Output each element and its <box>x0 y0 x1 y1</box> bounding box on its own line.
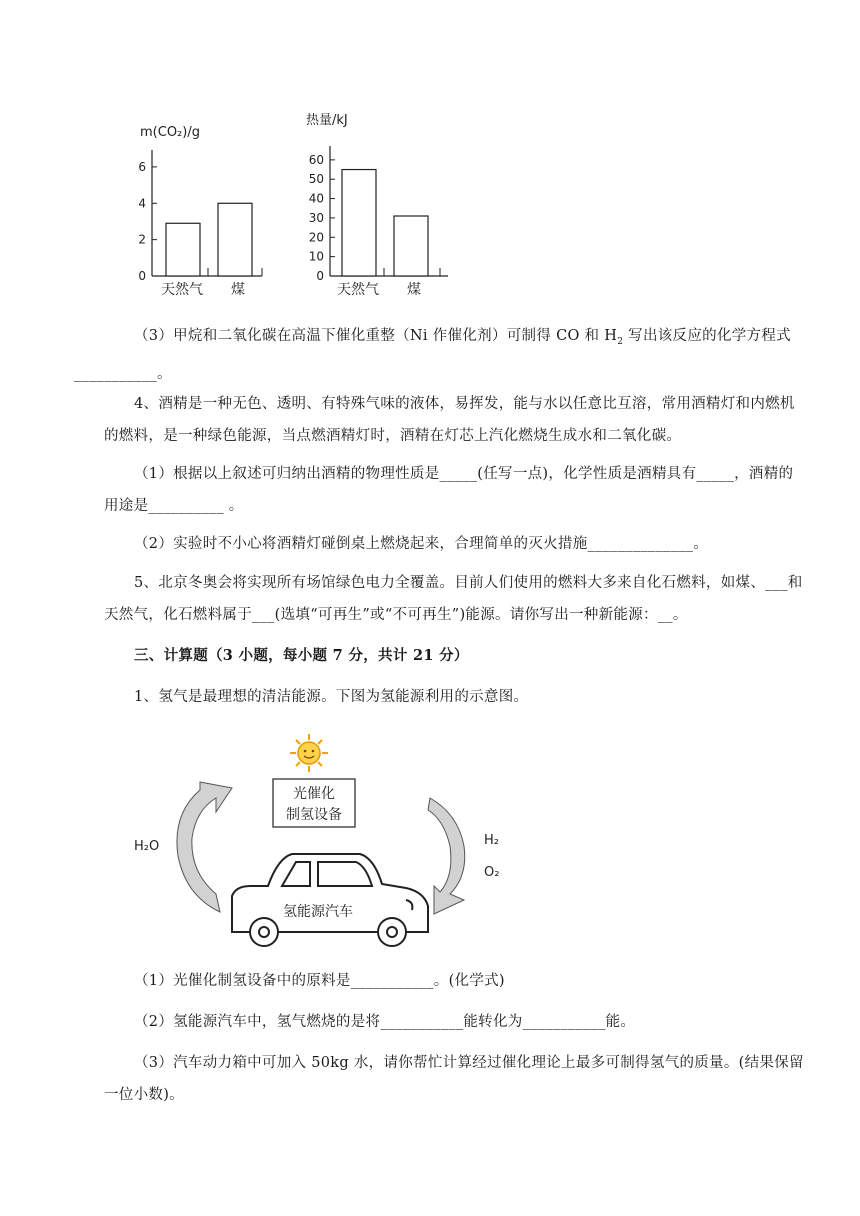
hydrogen-energy-diagram <box>120 726 560 956</box>
left-curved-arrow-icon <box>177 782 232 912</box>
heat-chart-bar-2 <box>394 216 428 276</box>
question-5-stem: 5、北京冬奥会将实现所有场馆绿色电力全覆盖。目前人们使用的燃料大多来自化石燃料，如煤、___和天然气，化石燃料属于___(选填“可再生”或“不可再生”)能源。请你写出一种新能源：__。 <box>104 575 803 623</box>
heat-chart <box>300 108 460 308</box>
heat-chart-category-label: 煤 <box>407 282 421 298</box>
calc-1-stem: 1、氢气是最理想的清洁能源。下图为氢能源利用的示意图。 <box>134 689 529 705</box>
question-4-stem: 4、酒精是一种无色、透明、有特殊气味的液体，易挥发，能与水以任意比互溶，常用酒精灯和内燃机的燃料，是一种绿色能源，当点燃酒精灯时，酒精在灯芯上汽化燃烧生成水和二氧化碳。 <box>104 396 795 444</box>
co2-chart-category-label: 煤 <box>231 282 245 298</box>
co2-chart-y-tick-label: 0 <box>138 269 146 283</box>
heat-chart-y-tick-label: 0 <box>316 269 324 283</box>
car-label: 氢能源汽车 <box>283 904 353 920</box>
heat-chart-y-tick-label: 40 <box>308 191 324 206</box>
co2-mass-chart <box>126 116 286 306</box>
device-label-line1: 光催化 <box>293 786 335 802</box>
device-label-line2: 制氢设备 <box>286 807 342 823</box>
heat-chart-category-label: 天然气 <box>337 282 379 298</box>
heat-chart-svg <box>300 108 460 308</box>
calc-1-part-1: （1）光催化制氢设备中的原料是___________。(化学式) <box>134 973 505 989</box>
question-4-part-2: （2）实验时不小心将酒精灯碰倒桌上燃烧起来，合理简单的灭火措施______________。 <box>134 536 709 552</box>
heat-chart-y-tick-label: 60 <box>308 152 324 167</box>
heat-chart-bar-1 <box>342 170 376 276</box>
co2-chart-bar-2 <box>218 203 252 276</box>
heat-chart-y-tick-label: 10 <box>308 249 324 264</box>
car-icon <box>232 854 428 946</box>
right-curved-arrow-icon <box>428 798 465 914</box>
question-4-part-1: （1）根据以上叙述可归纳出酒精的物理性质是_____(任写一点)，化学性质是酒精具有_____，酒精的用途是__________ 。 <box>104 466 794 514</box>
co2-chart-y-tick-label: 4 <box>138 196 146 211</box>
co2-mass-chart-svg <box>126 116 286 306</box>
calc-1-part-3: （3）汽车动力箱中可加入 50kg 水，请你帮忙计算经过催化理论上最多可制得氢气的质量。(结果保留一位小数)。 <box>104 1055 804 1103</box>
co2-chart-category-label: 天然气 <box>161 282 203 298</box>
question-3-part-3: （3）甲烷和二氧化碳在高温下催化重整（Ni 作催化剂）可制得 CO 和 $H_2$ 写出该反应的化学方程式 ___________。 <box>74 328 791 382</box>
co2-chart-bar-1 <box>166 223 200 276</box>
heat-chart-y-tick-label: 20 <box>308 230 324 245</box>
section-3-title: 三、计算题（3 小题，每小题 7 分，共计 21 分） <box>134 647 469 664</box>
heat-chart-y-axis-label: 热量/kJ <box>306 113 348 128</box>
heat-chart-y-tick-label: 50 <box>308 172 324 187</box>
calc-1-part-2: （2）氢能源汽车中，氢气燃烧的是将___________能转化为___________能。 <box>134 1014 636 1030</box>
water-label: H₂O <box>134 839 160 854</box>
co2-chart-y-tick-label: 2 <box>138 232 146 247</box>
heat-chart-y-tick-label: 30 <box>308 210 324 225</box>
hydrogen-label: H₂ <box>484 833 499 848</box>
oxygen-label: O₂ <box>484 865 500 880</box>
co2-chart-y-tick-label: 6 <box>138 159 146 174</box>
co2-chart-y-axis-label: m(CO₂)/g <box>140 125 200 140</box>
sun-icon <box>290 734 328 772</box>
